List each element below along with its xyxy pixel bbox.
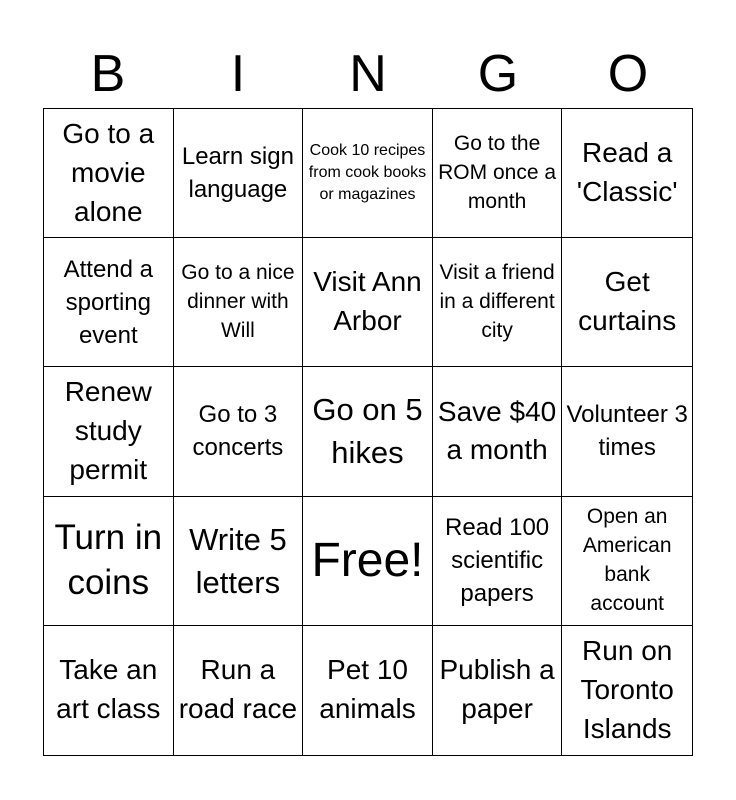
bingo-cell-text: Publish a paper [439,654,555,725]
bingo-cell[interactable] [562,626,692,755]
bingo-cell-text: Go to a nice dinner with Will [181,260,295,342]
bingo-cell-text: Cook 10 recipes from cook books or magazines [308,141,427,204]
bingo-cell[interactable] [303,109,433,238]
bingo-cell-text: Run on Toronto Islands [580,635,674,744]
bingo-header [43,40,693,108]
bingo-cell[interactable] [44,367,174,496]
bingo-cell[interactable] [303,238,433,367]
bingo-cell-text: Renew study permit [64,376,152,485]
header-letter-i: I [230,45,246,103]
bingo-cell-text: Visit Ann Arbor [313,266,422,337]
header-letter-n: N [349,45,387,103]
bingo-cell[interactable] [303,367,433,496]
bingo-cell-text: Attend a sporting event [63,255,153,349]
bingo-cell[interactable] [174,626,304,755]
bingo-cell[interactable] [44,238,174,367]
bingo-cell-text: Run a road race [178,654,298,725]
bingo-cell-text: Learn sign language [181,142,294,204]
bingo-cell-text: Take an art class [56,654,161,725]
bingo-cell[interactable] [44,109,174,238]
bingo-cell-text: Read 100 scientific papers [445,514,550,608]
bingo-cell[interactable] [174,367,304,496]
bingo-card-grid [43,108,693,756]
free-space-text: Free! [311,533,424,587]
bingo-cell[interactable] [303,626,433,755]
bingo-cell-text: Visit a friend in a different city [439,260,555,342]
bingo-cell-text: Go to 3 concerts [192,401,284,462]
bingo-cell-text: Open an American bank account [582,504,672,615]
header-letter-o: O [607,45,649,103]
bingo-cell[interactable] [174,238,304,367]
free-space[interactable] [303,497,433,626]
bingo-cell-text: Go to the ROM once a month [438,131,557,213]
bingo-cell[interactable] [44,497,174,626]
bingo-cell[interactable] [433,497,563,626]
bingo-cell[interactable] [44,626,174,755]
bingo-cell[interactable] [174,497,304,626]
bingo-cell[interactable] [433,367,563,496]
bingo-cell[interactable] [433,626,563,755]
bingo-cell-text: Turn in coins [54,518,163,602]
bingo-cell[interactable] [433,109,563,238]
header-letter-b: B [90,45,126,103]
bingo-cell-text: Save $40 a month [437,395,557,466]
bingo-cell[interactable] [562,497,692,626]
bingo-cell-text: Pet 10 animals [319,654,416,725]
bingo-cell[interactable] [562,109,692,238]
bingo-cell-text: Read a 'Classic' [576,137,678,208]
bingo-cell-text: Volunteer 3 times [566,401,688,462]
bingo-cell-text: Get curtains [578,266,677,337]
bingo-cell-text: Go to a movie alone [62,117,155,227]
bingo-cell[interactable] [562,367,692,496]
bingo-cell[interactable] [562,238,692,367]
bingo-cell-text: Go on 5 hikes [312,392,423,471]
header-letter-g: G [477,45,519,103]
bingo-cell[interactable] [433,238,563,367]
bingo-cell[interactable] [174,109,304,238]
bingo-cell-text: Write 5 letters [189,521,287,600]
